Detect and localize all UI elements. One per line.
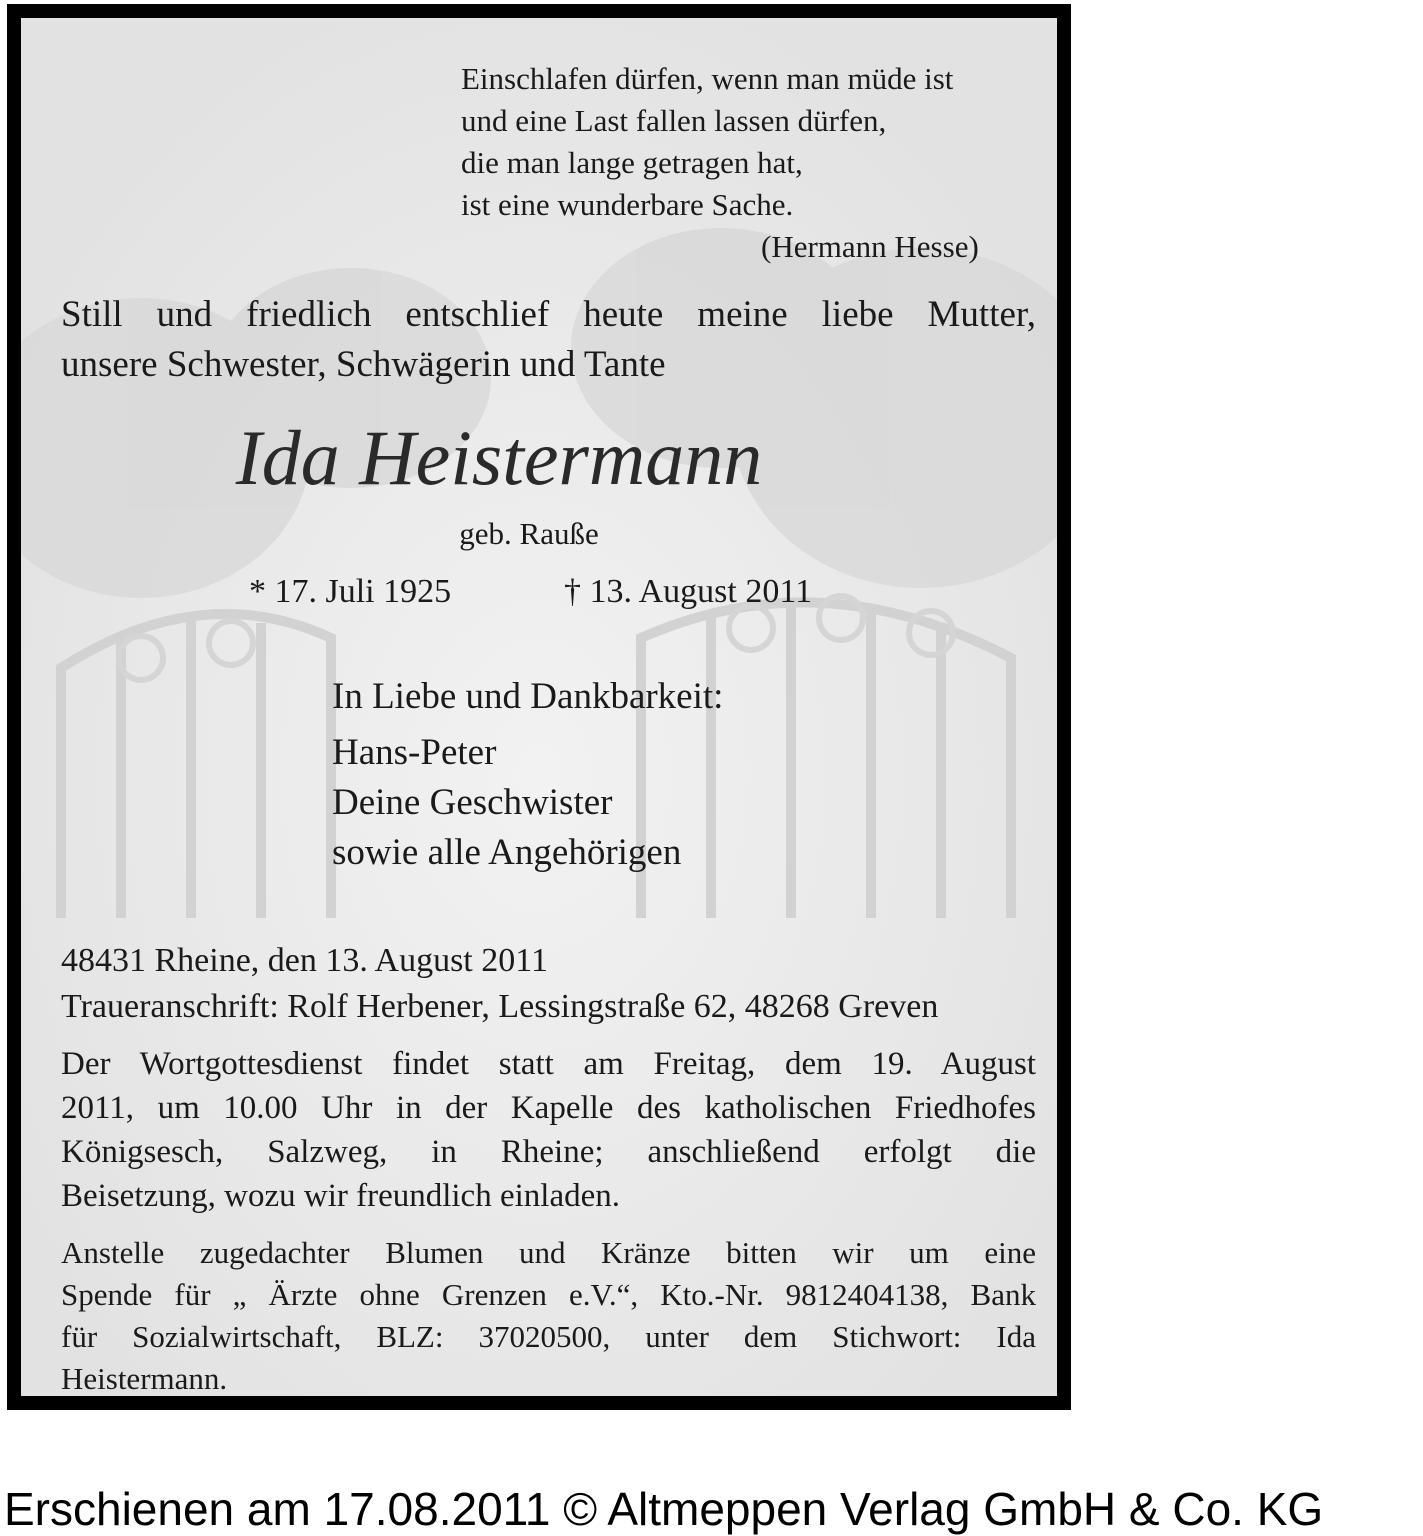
quote-line: und eine Last fallen lassen dürfen, — [461, 103, 887, 138]
donation-paragraph — [61, 1232, 1036, 1400]
place-and-address — [61, 938, 938, 1030]
service-line: Königsesch, Salzweg, in Rheine; anschließend erfolgt die — [61, 1134, 1036, 1170]
quote-author: (Hermann Hesse) — [761, 229, 979, 264]
obituary-notice — [7, 4, 1071, 1410]
mourner: sowie alle Angehörigen — [332, 832, 682, 873]
quote-line: die man lange getragen hat, — [461, 145, 803, 180]
mourning-address: Traueranschrift: Rolf Herbener, Lessingstraße 62, 48268 Greven — [61, 988, 939, 1025]
thanks-heading: In Liebe und Dankbarkeit: — [332, 676, 724, 717]
service-line: Beisetzung, wozu wir freundlich einladen. — [61, 1178, 620, 1214]
quote-line: ist eine wunderbare Sache. — [461, 187, 794, 222]
intro-line: Still und friedlich entschlief heute meine liebe Mutter, — [61, 294, 1036, 335]
maiden-name: geb. Rauße — [459, 516, 599, 551]
intro-line: unsere Schwester, Schwägerin und Tante — [61, 344, 666, 385]
donation-line: für Sozialwirtschaft, BLZ: 37020500, unter dem Stichwort: Ida — [61, 1319, 1036, 1354]
mourner: Deine Geschwister — [332, 782, 613, 823]
publication-footer: Erschienen am 17.08.2011 © Altmeppen Verlag GmbH & Co. KG — [4, 1483, 1324, 1535]
service-paragraph — [61, 1042, 1036, 1218]
service-line: 2011, um 10.00 Uhr in der Kapelle des katholischen Friedhofes — [61, 1090, 1036, 1126]
hesse-quote — [461, 58, 953, 226]
deceased-name: Ida Heistermann — [235, 414, 763, 501]
death-date: † 13. August 2011 — [564, 573, 813, 610]
service-line: Der Wortgottesdienst findet statt am Freitag, dem 19. August — [61, 1046, 1036, 1082]
quote-line: Einschlafen dürfen, wenn man müde ist — [461, 61, 954, 96]
donation-line: Heistermann. — [61, 1361, 228, 1396]
mourners-list — [332, 728, 681, 878]
intro-text — [61, 290, 1036, 390]
donation-line: Anstelle zugedachter Blumen und Kränze bitten wir um eine — [61, 1235, 1036, 1270]
place-date: 48431 Rheine, den 13. August 2011 — [61, 942, 548, 979]
mourner: Hans-Peter — [332, 732, 497, 773]
donation-line: Spende für „ Ärzte ohne Grenzen e.V.“, Kto.-Nr. 9812404138, Bank — [61, 1277, 1036, 1312]
birth-date: * 17. Juli 1925 — [249, 573, 452, 610]
